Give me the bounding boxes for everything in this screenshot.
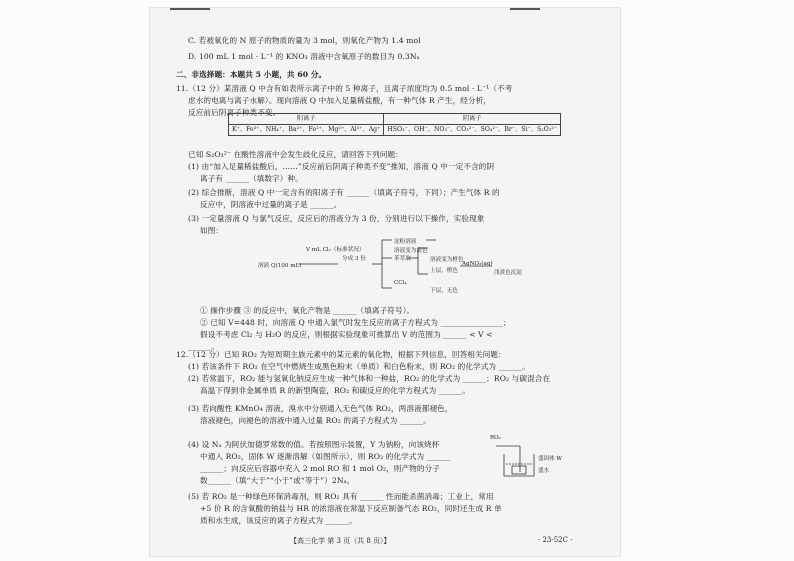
q12-text: 高温下得到非金属单质 R 的新型陶瓷，RO₂ 和碳反应的化学方程式为 ______。 [200,386,470,395]
q11-text: 虑水的电离与离子水解）。现向溶液 Q 中加入足量稀盐酸，有一种气体 R 产生，经分析， [188,96,492,105]
q11-text: (2) 综合推断，溶液 Q 中一定含有的阳离子有 ______（填离子符号，下同）；产生气体 R 的 [188,188,500,197]
scan-mark [170,8,210,10]
q12-text: (2) 若常温下，RO₂ 能与氢氧化钠反应生成一种气体和一种盐，RO₂ 的化学式为 ______；RO₂ 与碳混合在 [188,374,551,383]
flow-branch-top: 淀粉溶液 [394,239,417,245]
flow-reagent-mid2: AgNO₃(aq) [462,261,493,267]
document-page [150,8,620,556]
flow-branch-bottom: CCl₄ [394,280,407,286]
section-heading: 二、非选择题：本题共 5 小题，共 60 分。 [176,70,327,79]
q12-text: 质和水生成，该反应的离子方程式为 ______。 [200,516,357,525]
q12-text: ______；向反应后容器中充入 2 mol RO 和 1 mol O₂，则产物的分子 [200,464,440,473]
ion-table [228,113,561,136]
flow-branch-mid2: 上层，橙色 [430,268,458,274]
page-footer: 【高三化学 第 3 页（共 8 页）】 [290,537,391,545]
q11-text: ① 操作步骤 ③ 的反应中，氧化产物是 ______（填离子符号）。 [200,306,415,315]
q11-text: (3) 一定量溶液 Q 与氯气反应，反应后的溶液分为 3 份，分别进行以下操作，实验现象 [188,214,485,223]
flow-start: 溶液 Q(100 mL) [258,263,302,269]
q11-text: 反应前后阴离子种类不变。 [188,108,281,117]
flow-result-bottom: 下层，无色 [430,288,458,294]
q12-text: (5) 若 RO₂ 是一种绿色环保消毒剂，则 RO₂ 具有 ______ 性而能杀菌消毒；工业上，常用 [188,492,494,501]
q11-text: ______。 [188,342,220,351]
flow-reagent: V mL Cl₂（标准状况） [306,247,365,253]
flow-split: 分成 3 份 [342,256,366,262]
cation-list: K⁺、Fe³⁺、NH₄⁺、Ba²⁺、Fe²⁺、Mg²⁺、Al³⁺、Ag⁺ [229,125,384,136]
q11-text: 11.（12 分）某溶液 Q 中含有如表所示离子中的 5 种离子，且离子浓度均为 0.5 mol · L⁻¹（不考 [176,84,513,93]
flow-result-mid2: 浅黄色沉淀 [494,270,522,276]
apparatus-gas-label: RO₂ [490,435,501,441]
q11-text: 如图： [200,226,224,235]
q12-text: (3) 若向酸性 KMnO₄ 溶液，溴水中分别通入无色气体 RO₂，两溶液都褪色， [188,404,453,413]
q11-text: 已知 S₂O₃²⁻ 在酸性溶液中会发生歧化反应，请回答下列问题： [188,150,403,159]
page-code: · 23-52C · [538,536,573,544]
q12-text: (1) 若该条件下 RO₂ 在空气中燃烧生成黑色粉末（单质）和白色粉末，则 RO₂ 的化学式为 ______。 [188,362,530,371]
anion-header: 阴离子 [384,114,561,125]
flow-result-top: 溶液变为蓝色 [394,248,428,254]
q12-text: 数______（填“大于”“小于”或“等于”）2Nₐ。 [200,476,355,485]
apparatus-solid-label: 盛固体 W [538,456,562,462]
q12-text: (4) 设 Nₐ 为阿伏加德罗常数的值。若按照图示装置，Y 为钠粉，向该烧杯 [188,440,440,449]
flow-result-mid: 溶液变为橙色 [430,257,464,263]
flow-branch-mid: 苯萃取 [394,256,411,262]
cation-header: 阳离子 [229,114,384,125]
q12-text: 中通入 RO₂，固体 W 逐渐溶解（如图所示），则 RO₂ 的化学式为 ______ [200,452,451,461]
q11-text: ② 已知 V=448 时，向溶液 Q 中通入氯气时发生反应的离子方程式为 ________________； [200,318,511,327]
apparatus-water-label: 盛水 [538,468,550,474]
q12-text: 12.（12 分）已知 RO₂ 为短周期主族元素中的某元素的氧化物，根据下列信息，回答相关问题： [176,350,506,359]
option-d: D. 100 mL 1 mol · L⁻¹ 的 KNO₃ 溶液中含氧原子的数目为 0.3Nₐ [188,52,420,61]
q12-text: 溶液褪色，向褪色的溶液中通入过量 RO₂ 的离子方程式为 ______。 [200,416,431,425]
q11-text: (1) 由“加入足量稀盐酸后，……”反应前后阴离子种类不变”推知，溶液 Q 中一定不含的阴 [188,162,495,171]
q11-text: 离子有 ______（填数字）种。 [200,174,303,183]
q11-text: 假设不考虑 Cl₂ 与 H₂O 的反应，则根据实验现象可推算出 V 的范围为 ______ < V < [200,330,493,339]
anion-list: HSO₃⁻、OH⁻、NO₃⁻、CO₃²⁻、SO₄²⁻、Br⁻、Si⁻、S₂O₃²⁻ [384,125,561,136]
q12-text: +5 价 R 的含氧酸的钠盐与 HR 的浓溶液在常温下反应制备气态 RO₂，同时还生成 R 单 [200,504,502,513]
option-c: C. 若被氧化的 N 原子的物质的量为 3 mol，则氧化产物为 1.4 mol [188,36,421,45]
q11-text: 反应中，阴溶液中过量的离子是 ______。 [200,200,342,209]
scan-mark [510,8,540,10]
